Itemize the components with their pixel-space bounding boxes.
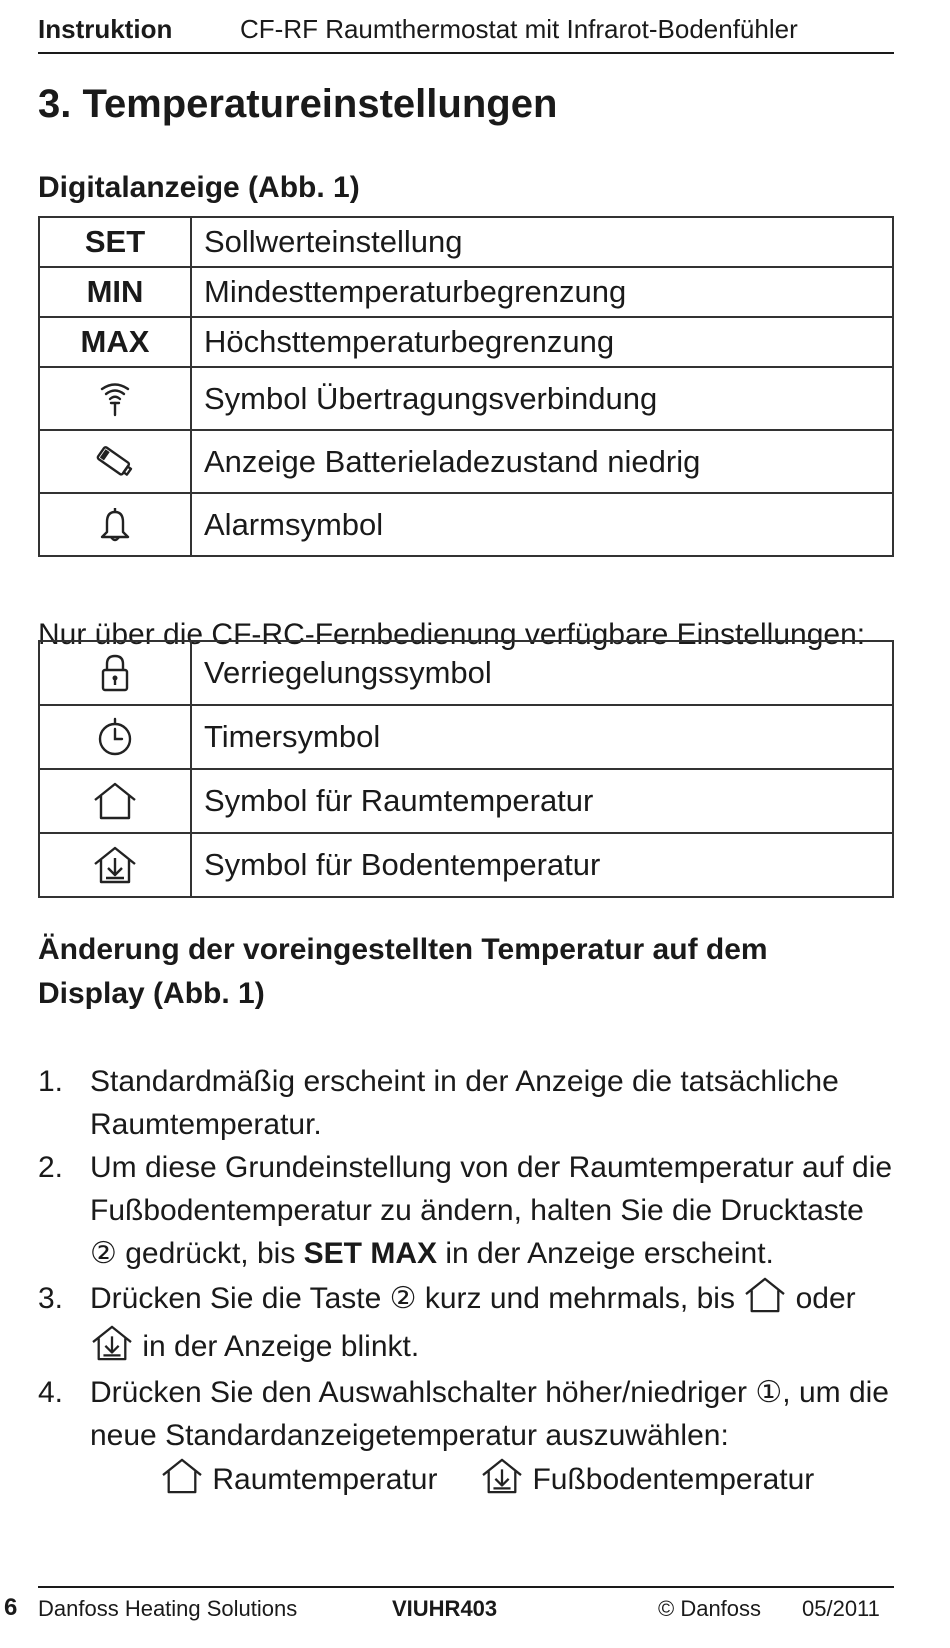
symbol-description: Symbol Übertragungsverbindung bbox=[191, 367, 893, 430]
symbol-description: Timersymbol bbox=[191, 705, 893, 769]
house-icon bbox=[743, 1276, 787, 1314]
table-row bbox=[39, 217, 893, 267]
floor-temp-icon bbox=[90, 1324, 134, 1362]
digital-symbol-table bbox=[38, 216, 894, 557]
step-text: Standardmäßig erscheint in der Anzeige die tatsächliche Raumtemperatur. bbox=[90, 1065, 839, 1141]
remote-intro: Nur über die CF-RC-Fernbedienung verfügbare Einstellungen: bbox=[38, 618, 866, 651]
antenna-icon bbox=[97, 381, 133, 417]
table-row bbox=[39, 641, 893, 705]
floor-temp-icon bbox=[92, 845, 138, 885]
display-options bbox=[90, 1457, 898, 1501]
footer-code: VIUHR403 bbox=[392, 1596, 498, 1621]
step-number: 2. bbox=[38, 1151, 64, 1184]
step-number: 4. bbox=[38, 1376, 64, 1409]
house-icon bbox=[160, 1457, 204, 1495]
page-title: 3. Temperatureinstellungen bbox=[38, 82, 558, 126]
lock-icon bbox=[98, 653, 132, 693]
change-title-line2: Display (Abb. 1) bbox=[38, 977, 265, 1010]
table-row bbox=[39, 430, 893, 493]
symbol-max: MAX bbox=[39, 317, 191, 367]
symbol-description: Verriegelungssymbol bbox=[191, 641, 893, 705]
footer-copyright: © Danfoss bbox=[658, 1596, 762, 1621]
timer-icon bbox=[95, 717, 135, 757]
symbol-min: MIN bbox=[39, 267, 191, 317]
table-row bbox=[39, 367, 893, 430]
digital-section-title: Digitalanzeige (Abb. 1) bbox=[38, 171, 360, 204]
symbol-description: Höchsttemperaturbegrenzung bbox=[191, 317, 893, 367]
page-number: 6 bbox=[4, 1594, 18, 1621]
footer-company: Danfoss Heating Solutions bbox=[38, 1596, 298, 1621]
header-label: Instruktion bbox=[38, 14, 173, 44]
list-item bbox=[38, 1146, 898, 1275]
option-floor-temperature: Fußbodentemperatur bbox=[532, 1463, 815, 1496]
step-text: in der Anzeige erscheint. bbox=[437, 1237, 774, 1270]
table-row bbox=[39, 267, 893, 317]
floor-temp-icon bbox=[480, 1457, 524, 1495]
step-text: oder bbox=[787, 1282, 856, 1315]
symbol-description: Sollwerteinstellung bbox=[191, 217, 893, 267]
list-item bbox=[38, 1371, 898, 1501]
instruction-steps bbox=[38, 1060, 898, 1501]
page-header bbox=[38, 8, 894, 54]
symbol-description: Symbol für Raumtemperatur bbox=[191, 769, 893, 833]
footer-date: 05/2011 bbox=[802, 1596, 880, 1621]
battery-low-icon bbox=[95, 444, 135, 480]
step-text: Drücken Sie den Auswahlschalter höher/niedriger ①, um die neue Standardanzeigetemperatur auszuwählen: bbox=[90, 1376, 889, 1452]
house-icon bbox=[92, 781, 138, 821]
table-row bbox=[39, 705, 893, 769]
table-row bbox=[39, 833, 893, 897]
step-number: 1. bbox=[38, 1065, 64, 1098]
table-row bbox=[39, 769, 893, 833]
table-row bbox=[39, 317, 893, 367]
symbol-set: SET bbox=[39, 217, 191, 267]
list-item bbox=[38, 1060, 898, 1146]
symbol-description: Mindesttemperaturbegrenzung bbox=[191, 267, 893, 317]
header-title: CF-RF Raumthermostat mit Infrarot-Bodenfühler bbox=[240, 14, 798, 44]
symbol-description: Symbol für Bodentemperatur bbox=[191, 833, 893, 897]
step-text: in der Anzeige blinkt. bbox=[134, 1330, 420, 1363]
option-room-temperature: Raumtemperatur bbox=[212, 1463, 438, 1496]
list-item bbox=[38, 1275, 898, 1371]
table-row bbox=[39, 493, 893, 556]
page-footer bbox=[38, 1586, 894, 1621]
step-text: Um diese Grundeinstellung von der Raumtemperatur auf die Fußbodentemperatur zu ändern, halten Sie die Drucktaste ② gedrückt, bis bbox=[90, 1151, 893, 1270]
step-bold-text: SET MAX bbox=[303, 1237, 438, 1270]
step-text: Drücken Sie die Taste ② kurz und mehrmals, bis bbox=[90, 1282, 744, 1315]
step-number: 3. bbox=[38, 1282, 64, 1315]
change-section-title bbox=[38, 928, 768, 1016]
symbol-description: Alarmsymbol bbox=[191, 493, 893, 556]
bell-icon bbox=[97, 506, 133, 544]
symbol-description: Anzeige Batterieladezustand niedrig bbox=[191, 430, 893, 493]
remote-symbol-table bbox=[38, 640, 894, 898]
change-title-line1: Änderung der voreingestellten Temperatur auf dem bbox=[38, 933, 768, 966]
